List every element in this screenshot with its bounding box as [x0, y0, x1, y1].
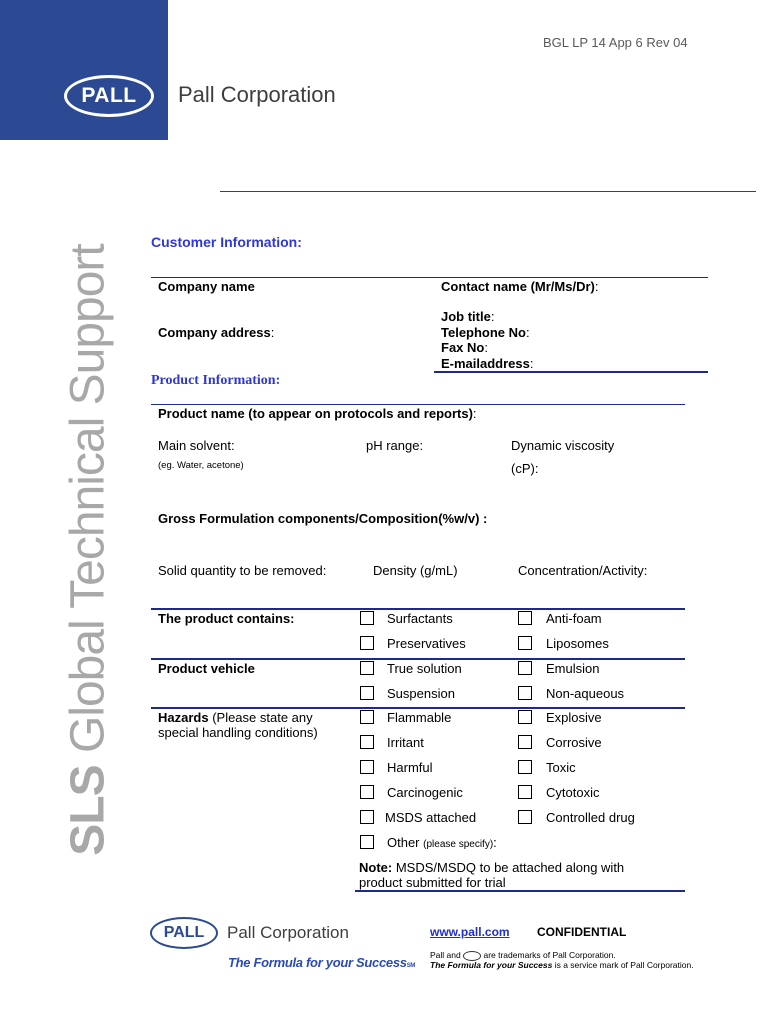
contains-top-rule [151, 608, 685, 610]
viscosity-unit: (cP): [511, 461, 539, 476]
liposomes-label: Liposomes [546, 636, 609, 651]
product-name-label: Product name (to appear on protocols and reports) [158, 406, 473, 421]
non-aqueous-checkbox[interactable] [518, 686, 532, 700]
density-label: Density (g/mL) [373, 563, 458, 578]
other-hint: (please specify) [423, 839, 494, 850]
confidential-label: CONFIDENTIAL [537, 925, 627, 939]
hazards-bottom-rule [355, 890, 685, 892]
emulsion-checkbox[interactable] [518, 661, 532, 675]
customer-top-rule [151, 277, 708, 278]
solid-quantity-label: Solid quantity to be removed: [158, 563, 327, 578]
product-section-title: Product Information: [151, 373, 281, 388]
job-title-field: Job title: [441, 309, 495, 324]
carcinogenic-checkbox[interactable] [360, 785, 374, 799]
service-mark-line [430, 960, 694, 970]
emulsion-label: Emulsion [546, 661, 600, 676]
tm-suffix: are trademarks of Pall Corporation. [483, 950, 616, 960]
vehicle-top-rule [151, 658, 685, 660]
preservatives-label: Preservatives [387, 636, 466, 651]
other-label: Other [387, 835, 420, 850]
product-name-field: Product name (to appear on protocols and reports): [158, 406, 477, 421]
irritant-label: Irritant [387, 735, 424, 750]
side-banner-text: Global Technical Support [61, 244, 115, 766]
suspension-label: Suspension [387, 686, 455, 701]
carcinogenic-label: Carcinogenic [387, 785, 463, 800]
flammable-label: Flammable [387, 710, 452, 725]
contact-name-field: Contact name (Mr/Ms/Dr): [441, 279, 599, 294]
tm-prefix: Pall and [430, 950, 461, 960]
non-aqueous-label: Non-aqueous [546, 686, 625, 701]
company-address-field: Company address: [158, 325, 275, 340]
hazards-label-line2: special handling conditions) [158, 725, 318, 740]
preservatives-checkbox[interactable] [360, 636, 374, 650]
gross-formulation-label: Gross Formulation components/Composition(%w/v) : [158, 511, 488, 526]
concentration-label: Concentration/Activity: [518, 563, 648, 578]
company-address-label: Company address [158, 325, 271, 340]
hazards-label-rest: (Please state any [208, 710, 313, 725]
footer-pall-logo [150, 917, 218, 949]
footer-logo-text: PALL [163, 924, 205, 941]
liposomes-checkbox[interactable] [518, 636, 532, 650]
main-solvent-label: Main solvent: [158, 438, 235, 453]
ph-range-label: pH range: [366, 438, 424, 453]
msds-attached-label: MSDS attached [385, 810, 477, 825]
irritant-checkbox[interactable] [360, 735, 374, 749]
telephone-field: Telephone No: [441, 325, 530, 340]
vehicle-label: Product vehicle [158, 661, 255, 676]
website-link[interactable]: www.pall.com [430, 925, 510, 939]
surfactants-label: Surfactants [387, 611, 453, 626]
hazards-label [158, 710, 318, 740]
other-checkbox[interactable] [360, 835, 374, 849]
side-banner-bold: SLS [61, 765, 115, 856]
surfactants-checkbox[interactable] [360, 611, 374, 625]
side-banner [61, 244, 116, 855]
note-label: Note: [359, 860, 393, 875]
viscosity-label: Dynamic viscosity [511, 438, 615, 453]
true-solution-checkbox[interactable] [360, 661, 374, 675]
header-brand-block [0, 0, 168, 140]
logo-text: PALL [81, 84, 137, 107]
cytotoxic-label: Cytotoxic [546, 785, 600, 800]
cytotoxic-checkbox[interactable] [518, 785, 532, 799]
flammable-checkbox[interactable] [360, 710, 374, 724]
sm-suffix: is a service mark of Pall Corporation. [552, 960, 694, 970]
anti-foam-label: Anti-foam [546, 611, 602, 626]
document-reference: BGL LP 14 App 6 Rev 04 [543, 35, 688, 50]
toxic-checkbox[interactable] [518, 760, 532, 774]
true-solution-label: True solution [387, 661, 462, 676]
sm-italic: The Formula for your Success [430, 960, 553, 970]
customer-section-title: Customer Information: [151, 234, 302, 250]
explosive-checkbox[interactable] [518, 710, 532, 724]
anti-foam-checkbox[interactable] [518, 611, 532, 625]
pall-logo [64, 75, 154, 117]
explosive-label: Explosive [546, 710, 602, 725]
controlled-drug-checkbox[interactable] [518, 810, 532, 824]
note-line2: product submitted for trial [359, 875, 506, 890]
tagline-sm: SM [406, 963, 416, 969]
harmful-label: Harmful [387, 760, 433, 775]
corrosive-checkbox[interactable] [518, 735, 532, 749]
suspension-checkbox[interactable] [360, 686, 374, 700]
other-field: Other (please specify): [387, 835, 497, 850]
job-title-label: Job title [441, 309, 491, 324]
company-name: Pall Corporation [178, 82, 336, 107]
telephone-label: Telephone No [441, 325, 526, 340]
corrosive-label: Corrosive [546, 735, 602, 750]
email-label: E-mailaddress [441, 356, 530, 371]
fax-field: Fax No: [441, 340, 488, 355]
header-divider [220, 191, 756, 192]
note-line1: MSDS/MSDQ to be attached along with [392, 860, 625, 875]
tagline-text: The Formula for your Success [228, 955, 407, 970]
msds-note [359, 860, 624, 890]
footer-tagline [228, 955, 415, 970]
customer-bottom-rule [434, 371, 708, 373]
company-name-label: Company name [158, 279, 255, 294]
contact-name-label: Contact name (Mr/Ms/Dr) [441, 279, 595, 294]
harmful-checkbox[interactable] [360, 760, 374, 774]
controlled-drug-label: Controlled drug [546, 810, 635, 825]
fax-label: Fax No [441, 340, 485, 355]
email-field: E-mailaddress: [441, 356, 534, 371]
toxic-label: Toxic [546, 760, 576, 775]
main-solvent-hint: (eg. Water, acetone) [158, 460, 244, 471]
footer-company-name: Pall Corporation [227, 923, 349, 942]
hazards-label-bold: Hazards [158, 710, 209, 725]
product-top-rule [151, 404, 685, 405]
contains-label: The product contains: [158, 611, 295, 626]
msds-attached-checkbox[interactable] [360, 810, 374, 824]
hazards-top-rule [151, 707, 685, 709]
